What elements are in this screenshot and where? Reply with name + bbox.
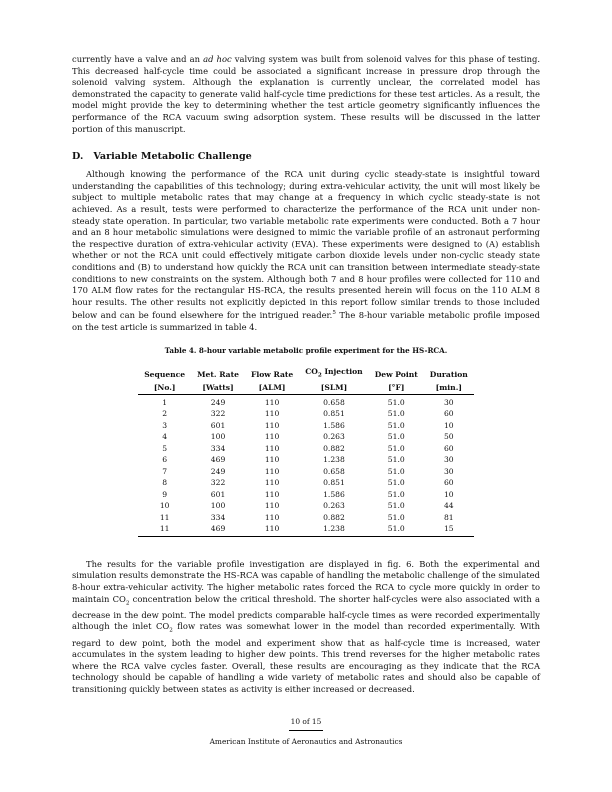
table-cell: 6 <box>162 455 168 465</box>
table-cell: 1 <box>162 397 168 407</box>
table-cell: 60 <box>443 409 454 419</box>
paragraph-text: currently have a valve and an <box>72 54 204 64</box>
table-row <box>138 489 474 501</box>
table-cell: 51.0 <box>387 478 405 488</box>
section-title: Variable Metabolic Challenge <box>93 151 252 163</box>
table-cell: 601 <box>210 420 226 430</box>
table-cell: 601 <box>210 489 226 499</box>
table-cell: 51.0 <box>387 409 405 419</box>
column-unit: [min.] <box>424 382 474 395</box>
section-heading <box>72 151 540 162</box>
paragraph-section-intro <box>72 169 540 333</box>
table-body <box>138 394 474 536</box>
table-cell: 10 <box>443 489 454 499</box>
table-row <box>138 443 474 455</box>
column-header: Sequence <box>144 369 186 379</box>
table-cell: 7 <box>162 466 168 476</box>
table-cell: 110 <box>264 478 280 488</box>
table-cell: 322 <box>210 478 226 488</box>
page-content <box>72 54 540 696</box>
table-row <box>138 431 474 443</box>
table-row <box>138 500 474 512</box>
column-header: Dew Point <box>374 369 418 379</box>
table-cell: 334 <box>210 512 226 522</box>
table-cell: 60 <box>443 443 454 453</box>
emphasis-text: ad hoc <box>203 54 232 64</box>
table-cell: 30 <box>443 466 454 476</box>
column-header: Flow Rate <box>250 369 294 379</box>
table-cell: 0.263 <box>323 432 345 442</box>
table-cell: 51.0 <box>387 455 405 465</box>
table-cell: 110 <box>264 409 280 419</box>
table-cell: 51.0 <box>387 432 405 442</box>
column-header: Met. Rate <box>197 369 239 379</box>
table-cell: 110 <box>264 466 280 476</box>
table-cell: 110 <box>264 455 280 465</box>
table-cell: 469 <box>210 455 226 465</box>
table-cell: 0.263 <box>323 501 345 511</box>
metabolic-profile-table <box>138 366 474 537</box>
table-cell: 51.0 <box>387 512 405 522</box>
column-unit: [SLM] <box>299 382 368 395</box>
table-cell: 0.882 <box>323 512 345 522</box>
table-cell: 11 <box>159 512 170 522</box>
table-cell: 322 <box>210 409 226 419</box>
table-cell: 110 <box>264 432 280 442</box>
column-unit: [Watts] <box>191 382 245 395</box>
table-cell: 51.0 <box>387 489 405 499</box>
table-cell: 81 <box>443 512 454 522</box>
table-cell: 50 <box>443 432 454 442</box>
paragraph-text: The results for the variable profile investigation are displayed in fig. 6. Both the experimental and simulation results demonstrate the HS-RCA was capable of handling the metabolic challenge of the simulated 8-hour extra-vehicular activity. The higher metabolic rates forced the RCA to cycle more quickly in order to maintain CO <box>72 558 540 604</box>
table-cell: 3 <box>162 420 168 430</box>
table-cell: 334 <box>210 443 226 453</box>
table-cell: 100 <box>210 501 226 511</box>
subscript: 2 <box>125 600 130 607</box>
page-footer <box>0 717 612 746</box>
paragraph-text: The 8-hour variable metabolic profile imposed on the test article is summarized in table 4. <box>72 310 540 332</box>
table-cell: 51.0 <box>387 466 405 476</box>
table-cell: 1.238 <box>299 523 368 536</box>
table-row <box>138 523 474 536</box>
table-cell: 0.851 <box>323 478 345 488</box>
table-cell: 100 <box>210 432 226 442</box>
table-cell: 469 <box>191 523 245 536</box>
table-cell: 10 <box>159 501 170 511</box>
co2-header-text: CO <box>305 367 318 377</box>
subscript: 2 <box>169 628 173 635</box>
table-caption: Table 4. 8-hour variable metabolic profile experiment for the HS-RCA. <box>164 346 448 356</box>
paragraph-text: Although knowing the performance of the RCA unit during cyclic steady-state is insightful toward understanding the capabilities of this technology; during extra-vehicular activity, the unit will most likely be subject to multiple metabolic rates that may change at a frequency in which cyclic steady-state is not achieved. As a result, tests were performed to characterize the performance of the RCA unit under non-steady state operation. In particular, two variable metabolic rate experiments were conducted. Both a 7 hour and an 8 hour metabolic simulations were designed to mimic the variable profile of an astronaut performing the respective duration of extra-vehicular activity (EVA). These experiments were designed to (A) establish whether or not the RCA unit could effectively mitigate carbon dioxide levels under non-cyclic steady state conditions and (B) to understand how quickly the RCA unit can transition between intermediate steady-state conditions to new constraints on the system. Although both 7 and 8 hour profiles were collected for 110 and 170 ALM flow rates for the rectangular HS-RCA, the results presented herein will focus on the 110 ALM 8 hour results. The other results not explicitly depicted in this report follow similar trends to those included below and can be found elsewhere for the intrigued reader. <box>72 169 540 321</box>
paragraph-text: concentration below the critical threshold. The shorter half-cycles were also associated with a decrease in the dew point. The model predicts comparable half-cycle times as were recorded experimentally although the inlet CO <box>72 593 541 632</box>
table-row <box>138 477 474 489</box>
table-cell: 30 <box>443 455 454 465</box>
table-cell: 44 <box>443 501 454 511</box>
table-cell: 249 <box>210 466 226 476</box>
paragraph-text: flow rates was somewhat lower in the model than recorded experimentally. With regard to dew point, both the model and experiment show that as half-cycle time is increased, water accumulates in the system leading to higher dew points. This trend reverses for the higher metabolic rates where the RCA valve cycles faster. Overall, these results are encouraging as they indicate that the RCA technology should be capable of handling a wide variety of metabolic rates and should also be capable of transitioning quickly between states as activity is either increased or decreased. <box>72 621 541 695</box>
co2-header-tail: Injection <box>321 367 363 377</box>
table-cell: 110 <box>264 512 280 522</box>
table-cell: 0.658 <box>323 466 345 476</box>
table-cell: 51.0 <box>387 501 405 511</box>
column-unit: [°F] <box>369 382 424 395</box>
table-cell: 60 <box>443 478 454 488</box>
table-row <box>138 394 474 408</box>
table-cell: 110 <box>264 501 280 511</box>
paragraph-text: valving system was built from solenoid valves for this phase of testing. This decreased half-cycle time could be associated a significant increase in pressure drop through the solenoid valving system. Although the explanation is currently unclear, the correlated model has demonstrated the capacity to generate valid half-cycle time predictions for these test articles. As a result, the model might provide the key to determining whether the test article geometry significantly influences the performance of the RCA vacuum swing adsorption system. These results will be discussed in the latter portion of this manuscript. <box>72 54 541 134</box>
table-cell: 0.658 <box>323 397 345 407</box>
table-cell: 10 <box>443 420 454 430</box>
table-cell: 1.586 <box>323 420 345 430</box>
table-cell: 51.0 <box>387 420 405 430</box>
table-cell: 1.586 <box>323 489 345 499</box>
table-row <box>138 512 474 524</box>
section-number: D. <box>72 151 84 163</box>
table-row <box>138 420 474 432</box>
column-header: Duration <box>429 369 468 379</box>
table-cell: 30 <box>443 397 454 407</box>
publisher-name: American Institute of Aeronautics and Astronautics <box>209 737 403 746</box>
column-unit: [No.] <box>138 382 191 395</box>
table-cell: 51.0 <box>387 443 405 453</box>
table-cell: 15 <box>424 523 474 536</box>
table-cell: 5 <box>162 443 168 453</box>
column-unit: [ALM] <box>245 382 299 395</box>
table-cell: 110 <box>264 397 280 407</box>
table-cell: 51.0 <box>369 523 424 536</box>
table-cell: 51.0 <box>387 397 405 407</box>
table-cell: 4 <box>162 432 168 442</box>
table-cell: 8 <box>162 478 168 488</box>
table-cell: 110 <box>264 489 280 499</box>
table-cell: 11 <box>138 523 191 536</box>
footnote-marker: 5 <box>332 310 336 317</box>
table-cell: 110 <box>264 443 280 453</box>
table-cell: 2 <box>162 409 168 419</box>
table-cell: 249 <box>210 397 226 407</box>
table-row <box>138 454 474 466</box>
table-cell: 1.238 <box>323 455 345 465</box>
paragraph-results <box>72 559 540 696</box>
table-cell: 110 <box>245 523 299 536</box>
column-header <box>299 366 368 382</box>
table-cell: 0.851 <box>323 409 345 419</box>
table-cell: 110 <box>264 420 280 430</box>
page-number: 10 of 15 <box>290 717 322 726</box>
table-row <box>138 466 474 478</box>
footer-divider <box>289 730 323 731</box>
subscript: 2 <box>317 372 322 379</box>
table-cell: 9 <box>162 489 168 499</box>
table-cell: 0.882 <box>323 443 345 453</box>
paragraph-continuation <box>72 54 540 135</box>
table-row <box>138 408 474 420</box>
